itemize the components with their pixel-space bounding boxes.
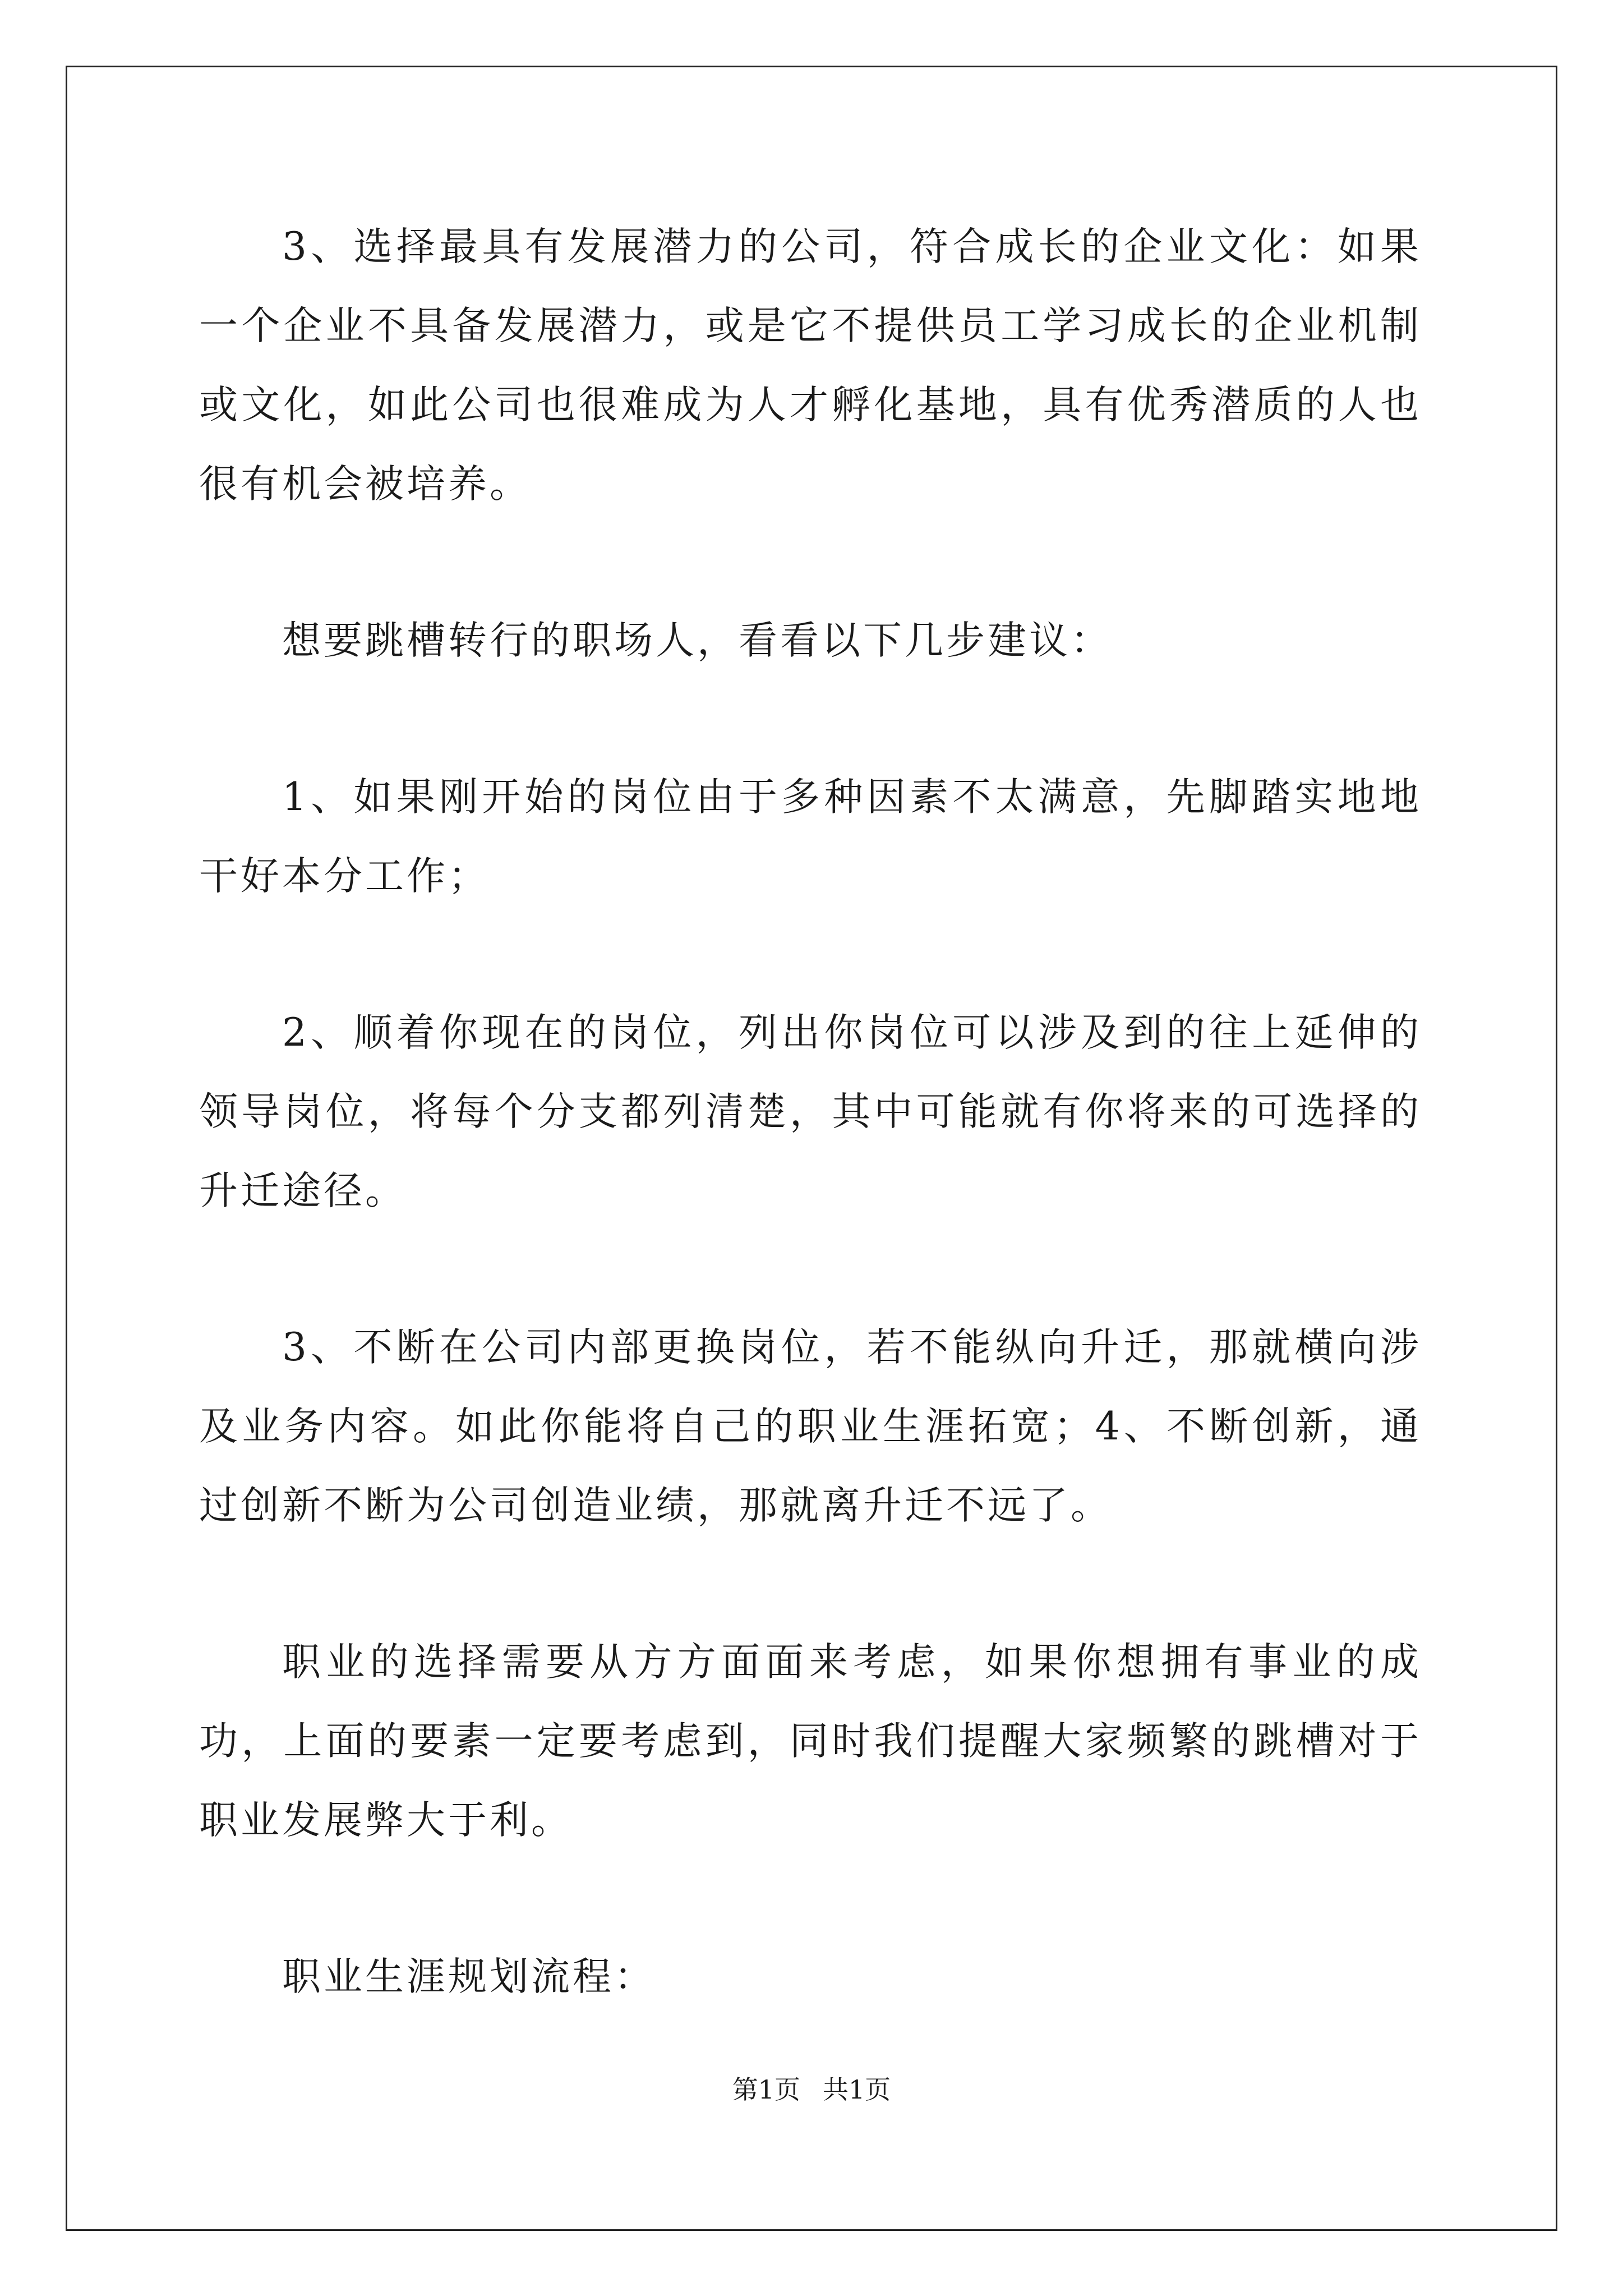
paragraph-1: 3、选择最具有发展潜力的公司，符合成长的企业文化：如果一个企业不具备发展潜力，或是它不提供员工学习成长的企业机制或文化，如此公司也很难成为人才孵化基地，具有优秀潜质的人也很有机会被培养。 <box>199 224 1422 507</box>
page-footer <box>0 2073 1623 2106</box>
paragraph-3: 1、如果刚开始的岗位由于多种因素不太满意，先脚踏实地地干好本分工作； <box>199 775 1422 899</box>
paragraph-6: 职业的选择需要从方方面面来考虑，如果你想拥有事业的成功，上面的要素一定要考虑到，同时我们提醒大家频繁的跳槽对于职业发展弊大于利。 <box>199 1640 1422 1843</box>
paragraph-7: 职业生涯规划流程： <box>282 1954 656 1999</box>
paragraph-2: 想要跳槽转行的职场人，看看以下几步建议： <box>282 618 1112 663</box>
paragraph-4: 2、顺着你现在的岗位，列出你岗位可以涉及到的往上延伸的领导岗位，将每个分支都列清楚，其中可能就有你将来的可选择的升迁途径。 <box>199 1010 1422 1213</box>
page-number: 第1页 <box>732 2074 800 2105</box>
paragraph-5: 3、不断在公司内部更换岗位，若不能纵向升迁，那就横向涉及业务内容。如此你能将自己的职业生涯拓宽；4、不断创新，通过创新不断为公司创造业绩，那就离升迁不远了。 <box>199 1325 1422 1528</box>
page-total: 共1页 <box>823 2074 891 2105</box>
document-body <box>199 208 1422 2094</box>
